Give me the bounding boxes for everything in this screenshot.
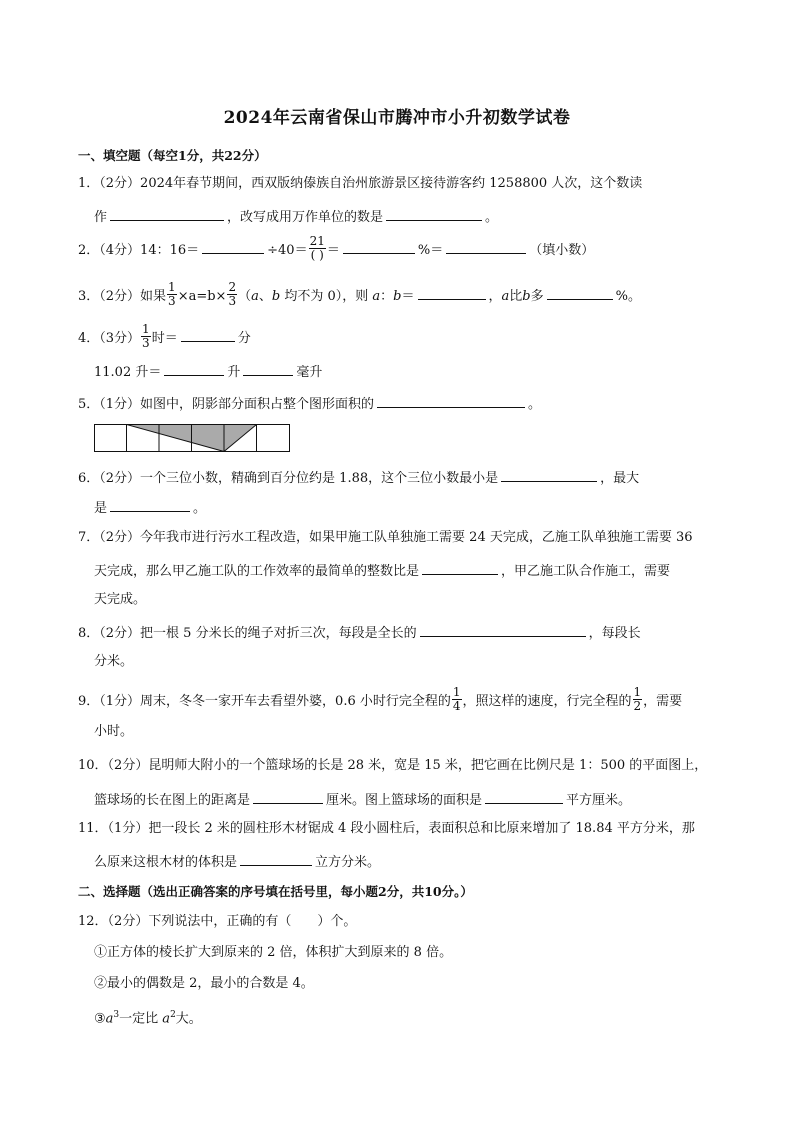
- q4-line1: 4．（3分） $\frac{1}{3}$ 时＝ 分: [78, 322, 251, 350]
- q1-blank-read[interactable]: [110, 206, 224, 221]
- q3-blank-ratio[interactable]: [418, 285, 486, 300]
- q7-line1: 7．（2分）今年我市进行污水工程改造，如果甲施工队单独施工需要 24 天完成，乙施工队单独施工需要 36: [78, 530, 693, 545]
- q6-blank-max[interactable]: [110, 497, 190, 512]
- q10-line2: 篮球场的长在图上的距离是 厘米。图上篮球场的面积是 平方厘米。: [94, 789, 631, 810]
- q1-line1: 1．（2分）2024年春节期间，西双版纳傣族自治州旅游景区接待游客约 1258800 人次，这个数读: [78, 176, 643, 191]
- q3-blank-percent[interactable]: [547, 285, 613, 300]
- q9-fraction-1: $\frac{1}{4}$: [452, 685, 461, 713]
- q12-option-2: ②最小的偶数是 2，最小的合数是 4。: [94, 976, 314, 991]
- section-choice: 二、选择题（选出正确答案的序号填在括号里，每小题2分，共10分。）: [78, 884, 473, 899]
- q2-fraction: $\frac{21}{( )}$: [309, 234, 325, 262]
- q4-fraction: $\frac{1}{3}$: [142, 322, 150, 350]
- q9-line1: 9．（1分）周末，冬冬一家开车去看望外婆，0.6 小时行完全程的 $\frac{1}{4}$ ，照这样的速度，行完全程的 $\frac{1}{2}$ ，需要: [78, 685, 683, 713]
- q12-stem: 12．（2分）下列说法中，正确的有（ ）个。: [78, 914, 357, 929]
- q3-fraction-1: $\frac{1}{3}$: [168, 280, 176, 308]
- q11-line2: 么原来这根木材的体积是 立方分米。: [94, 851, 380, 872]
- q2-blank-2[interactable]: [343, 239, 415, 254]
- q4-line2: 11.02 升＝ 升 毫升: [94, 361, 322, 382]
- q4-blank-ml[interactable]: [243, 361, 293, 376]
- q4-blank-liter[interactable]: [164, 361, 224, 376]
- section-fill-blank: 一、填空题（每空1分，共22分）: [78, 148, 267, 163]
- q5-line: 5．（1分）如图中，阴影部分面积占整个图形面积的 。: [78, 393, 541, 414]
- q7-line3: 天完成。: [94, 592, 147, 607]
- q2-blank-1[interactable]: [202, 239, 264, 254]
- q1-line2: 作 ，改写成用万作单位的数是 。: [94, 206, 498, 227]
- q7-line2: 天完成，那么甲乙施工队的工作效率的最简单的整数比是 ，甲乙施工队合作施工，需要: [94, 560, 670, 581]
- q5-shaded-figure: [94, 424, 292, 452]
- q11-blank-volume[interactable]: [240, 851, 312, 866]
- q7-blank-ratio[interactable]: [422, 560, 498, 575]
- q9-fraction-2: $\frac{1}{2}$: [633, 685, 642, 713]
- q12-option-1: ①正方体的棱长扩大到原来的 2 倍，体积扩大到原来的 8 倍。: [94, 945, 453, 960]
- q3-line: 3．（2分）如果 $\frac{1}{3}$ ×a=b× $\frac{2}{3}$ （a、b 均不为 0），则 a：b＝ ，a比b多 %。: [78, 280, 641, 308]
- q8-blank-fraction[interactable]: [420, 622, 586, 637]
- q3-fraction-2: $\frac{2}{3}$: [228, 280, 237, 308]
- q1-blank-wan[interactable]: [386, 206, 482, 221]
- q9-line2: 小时。: [94, 724, 134, 739]
- q5-blank[interactable]: [377, 393, 525, 408]
- q4-blank-min[interactable]: [181, 327, 235, 342]
- q10-line1: 10．（2分）昆明师大附小的一个篮球场的长是 28 米，宽是 15 米，把它画在比例尺是 1：500 的平面图上，: [78, 758, 708, 773]
- q2-blank-3[interactable]: [446, 239, 526, 254]
- q2-line: 2．（4分）14：16＝ ÷40＝ $\frac{21}{( )}$ ＝ %＝ （填小数）: [78, 234, 595, 262]
- page-title: 2024年云南省保山市腾冲市小升初数学试卷: [223, 108, 571, 128]
- q8-line1: 8．（2分）把一根 5 分米长的绳子对折三次，每段是全长的 ，每段长: [78, 622, 641, 643]
- q6-line2: 是 。: [94, 497, 206, 518]
- q8-line2: 分米。: [94, 654, 134, 669]
- q10-blank-area[interactable]: [485, 789, 563, 804]
- q10-blank-length[interactable]: [253, 789, 323, 804]
- q6-blank-min[interactable]: [501, 467, 597, 482]
- q6-line1: 6．（2分）一个三位小数，精确到百分位约是 1.88，这个三位小数最小是 ，最大: [78, 467, 639, 488]
- q11-line1: 11．（1分）把一段长 2 米的圆柱形木材锯成 4 段小圆柱后，表面积总和比原来增加了 18.84 平方分米，那: [78, 821, 695, 836]
- q12-option-3: $③a^3$一定比 $a^2$大。: [94, 1010, 202, 1027]
